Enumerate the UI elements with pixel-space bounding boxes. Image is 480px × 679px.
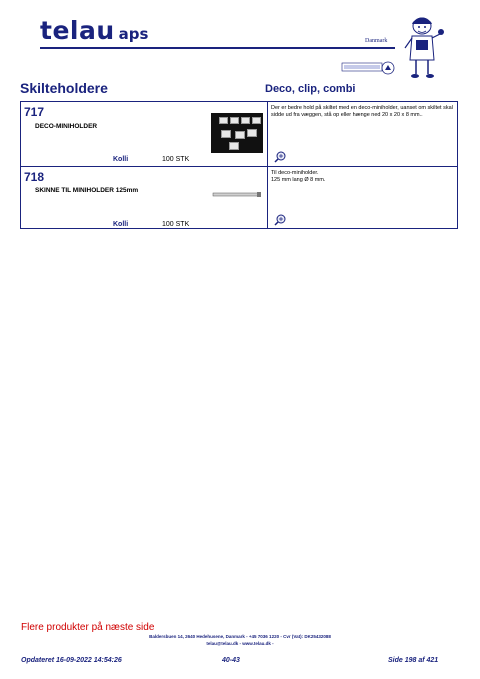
mascot-illustration-icon — [404, 14, 444, 80]
page-title: Skilteholdere — [20, 80, 108, 96]
brand-name: telau — [40, 16, 115, 45]
next-page-notice: Flere produkter på næste side — [21, 622, 155, 633]
unit-value: 100 STK — [162, 156, 190, 163]
header-divider — [40, 47, 395, 49]
interior-logo-icon — [341, 60, 395, 76]
product-row — [21, 102, 457, 167]
page-number: Side 198 af 421 — [388, 657, 439, 664]
footer-address: Baldersbuen 14, 2640 Hedehusene, Danmark - +45 7036 1220 - Cvr (Vat): DK25432088 — [149, 634, 331, 639]
brand-suffix: aps — [118, 25, 149, 43]
product-image — [211, 113, 263, 153]
footer-contact: telau@telau.dk - www.telau.dk - — [206, 641, 274, 646]
product-table — [20, 101, 458, 229]
column-divider — [267, 167, 268, 229]
product-name: SKINNE TIL MINIHOLDER 125mm — [35, 187, 139, 194]
unit-value: 100 STK — [162, 221, 190, 228]
product-name: DECO-MINIHOLDER — [35, 123, 98, 130]
category-title: Deco, clip, combi — [265, 83, 356, 95]
unit-label: Kolli — [113, 221, 129, 228]
product-row — [21, 167, 457, 229]
column-divider — [267, 102, 268, 166]
updated-timestamp: Opdateret 16-09-2022 14:54:26 — [21, 657, 122, 664]
product-number: 718 — [24, 170, 45, 184]
unit-label: Kolli — [113, 156, 129, 163]
page-range: 40-43 — [222, 657, 240, 664]
rail-image — [211, 189, 263, 201]
product-number: 717 — [24, 105, 45, 119]
product-description: Der er bedre hold på skiltet med en deco-miniholder, uanset om skiltet skal sidde ud fra væggen, stå op eller hænge ned 20 x 20 x 8 mm.. — [271, 105, 453, 118]
zoom-icon[interactable] — [274, 214, 286, 226]
zoom-icon[interactable] — [274, 151, 286, 163]
product-description: Til deco-miniholder. 125 mm lang Ø 8 mm. — [271, 170, 326, 183]
country-label: Danmark — [365, 38, 388, 44]
brand-logo — [40, 16, 148, 45]
